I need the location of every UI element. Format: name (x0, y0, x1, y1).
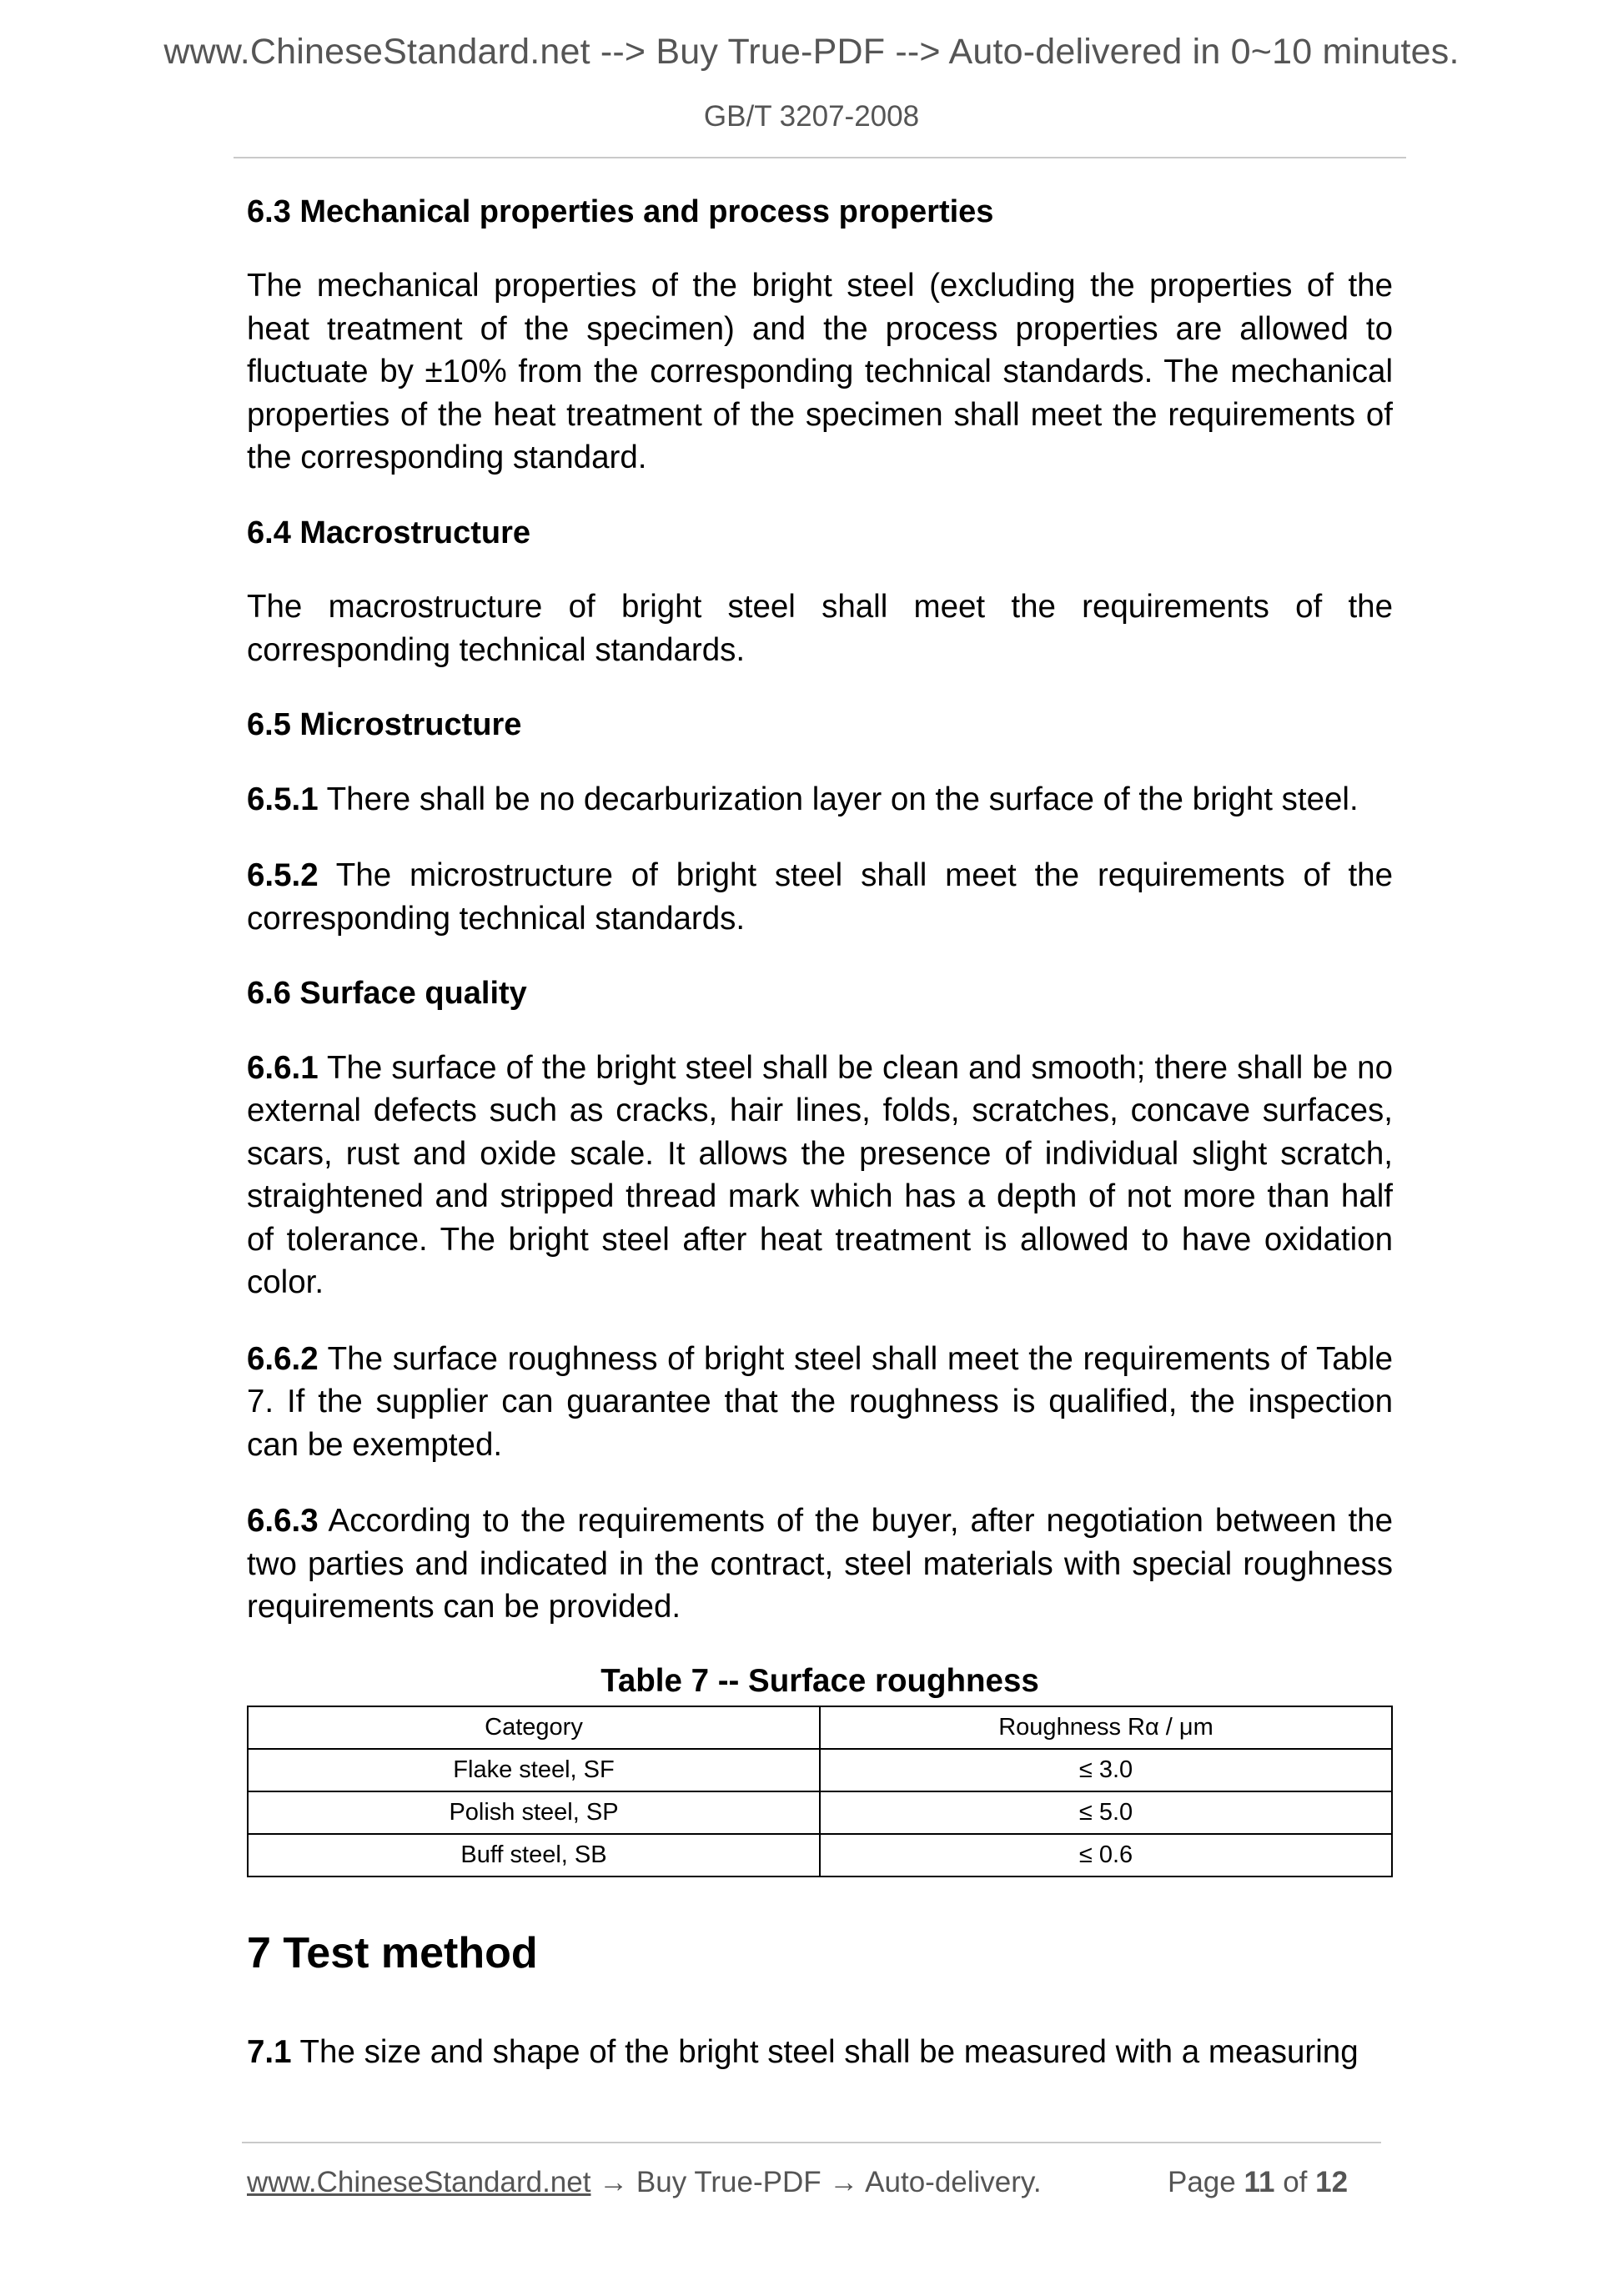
table-row (248, 1791, 1392, 1834)
table-cell: Polish steel, SP (248, 1791, 820, 1834)
clause-text: The microstructure of bright steel shall meet the requirements of the corresponding technical standards. (247, 857, 1393, 937)
table-cell: ≤ 0.6 (820, 1834, 1392, 1876)
page-indicator (1168, 2166, 1348, 2199)
clause-text: The surface of the bright steel shall be clean and smooth; there shall be no external defects such as cracks, hair lines, folds, scratches, concave surfaces, scars, rust and oxide scale. It allows the presence of individual slight scratch, straightened and stripped thread mark which has a depth of not more than half of tolerance. The bright steel after heat treatment is allowed to have oxidation color. (247, 1049, 1393, 1301)
page-label: Page (1168, 2166, 1244, 2198)
footer-divider (242, 2142, 1381, 2143)
paragraph-6-4: The macrostructure of bright steel shall meet the requirements of the corresponding technical standards. (247, 589, 1393, 668)
clause-text: According to the requirements of the buyer, after negotiation between the two parties and indicated in the contract, steel materials with special roughness requirements can be provided. (247, 1503, 1393, 1625)
column-header: Category (248, 1706, 820, 1749)
paragraph-6-6-3 (247, 1500, 1393, 1629)
header-divider (234, 157, 1406, 158)
heading-6-3: 6.3 Mechanical properties and process properties (247, 194, 994, 229)
heading-6-6: 6.6 Surface quality (247, 976, 527, 1012)
clause-number: 6.6.3 (247, 1503, 319, 1540)
heading-6-5: 6.5 Microstructure (247, 707, 522, 743)
paragraph-6-6-2 (247, 1338, 1393, 1467)
paragraph-6-5-1 (247, 778, 1393, 821)
heading-6-4: 6.4 Macrostructure (247, 515, 531, 550)
surface-roughness-table (247, 1706, 1393, 1877)
paragraph-6-5-2 (247, 854, 1393, 940)
paragraph-6-6-1 (247, 1047, 1393, 1304)
page-total: 12 (1315, 2166, 1349, 2198)
top-banner: www.ChineseStandard.net --> Buy True-PDF --> Auto-delivered in 0~10 minutes. (163, 32, 1460, 72)
column-header: Roughness Rα / μm (820, 1706, 1392, 1749)
clause-number: 7.1 (247, 2034, 292, 2071)
of-label: of (1274, 2166, 1316, 2198)
paragraph-6-3: The mechanical properties of the bright steel (excluding the properties of the heat treatment of the specimen) and the process properties are allowed to fluctuate by ±10% from the corresponding technical standards. The mechanical properties of the heat treatment of the specimen shall meet the requirements of the corresponding standard. (247, 268, 1393, 476)
clause-text: The size and shape of the bright steel shall be measured with a measuring (291, 2034, 1359, 2071)
heading-7: 7 Test method (247, 1928, 538, 1977)
website-link[interactable]: www.ChineseStandard.net (247, 2166, 591, 2198)
table-cell: ≤ 3.0 (820, 1749, 1392, 1791)
table-cell: ≤ 5.0 (820, 1791, 1392, 1834)
clause-number: 6.5.2 (247, 857, 319, 894)
table-cell: Buff steel, SB (248, 1834, 820, 1876)
clause-text: There shall be no decarburization layer on the surface of the bright steel. (318, 781, 1359, 817)
footer-links (247, 2166, 1042, 2199)
clause-number: 6.6.2 (247, 1340, 319, 1377)
document-body (247, 192, 1393, 2108)
clause-number: 6.5.1 (247, 781, 319, 817)
table-row (248, 1749, 1392, 1791)
table-row (248, 1834, 1392, 1876)
table-title: Table 7 -- Surface roughness (600, 1662, 1039, 1699)
table-cell: Flake steel, SF (248, 1749, 820, 1791)
page-number: 11 (1244, 2166, 1275, 2198)
footer-tagline: → Buy True-PDF → Auto-delivery. (590, 2166, 1042, 2198)
document-id: GB/T 3207-2008 (703, 100, 920, 133)
clause-text: The surface roughness of bright steel shall meet the requirements of Table 7. If the supplier can guarantee that the roughness is qualified, the inspection can be exempted. (247, 1340, 1393, 1463)
table-header-row (248, 1706, 1392, 1749)
paragraph-7-1 (247, 2031, 1393, 2074)
clause-number: 6.6.1 (247, 1049, 319, 1086)
